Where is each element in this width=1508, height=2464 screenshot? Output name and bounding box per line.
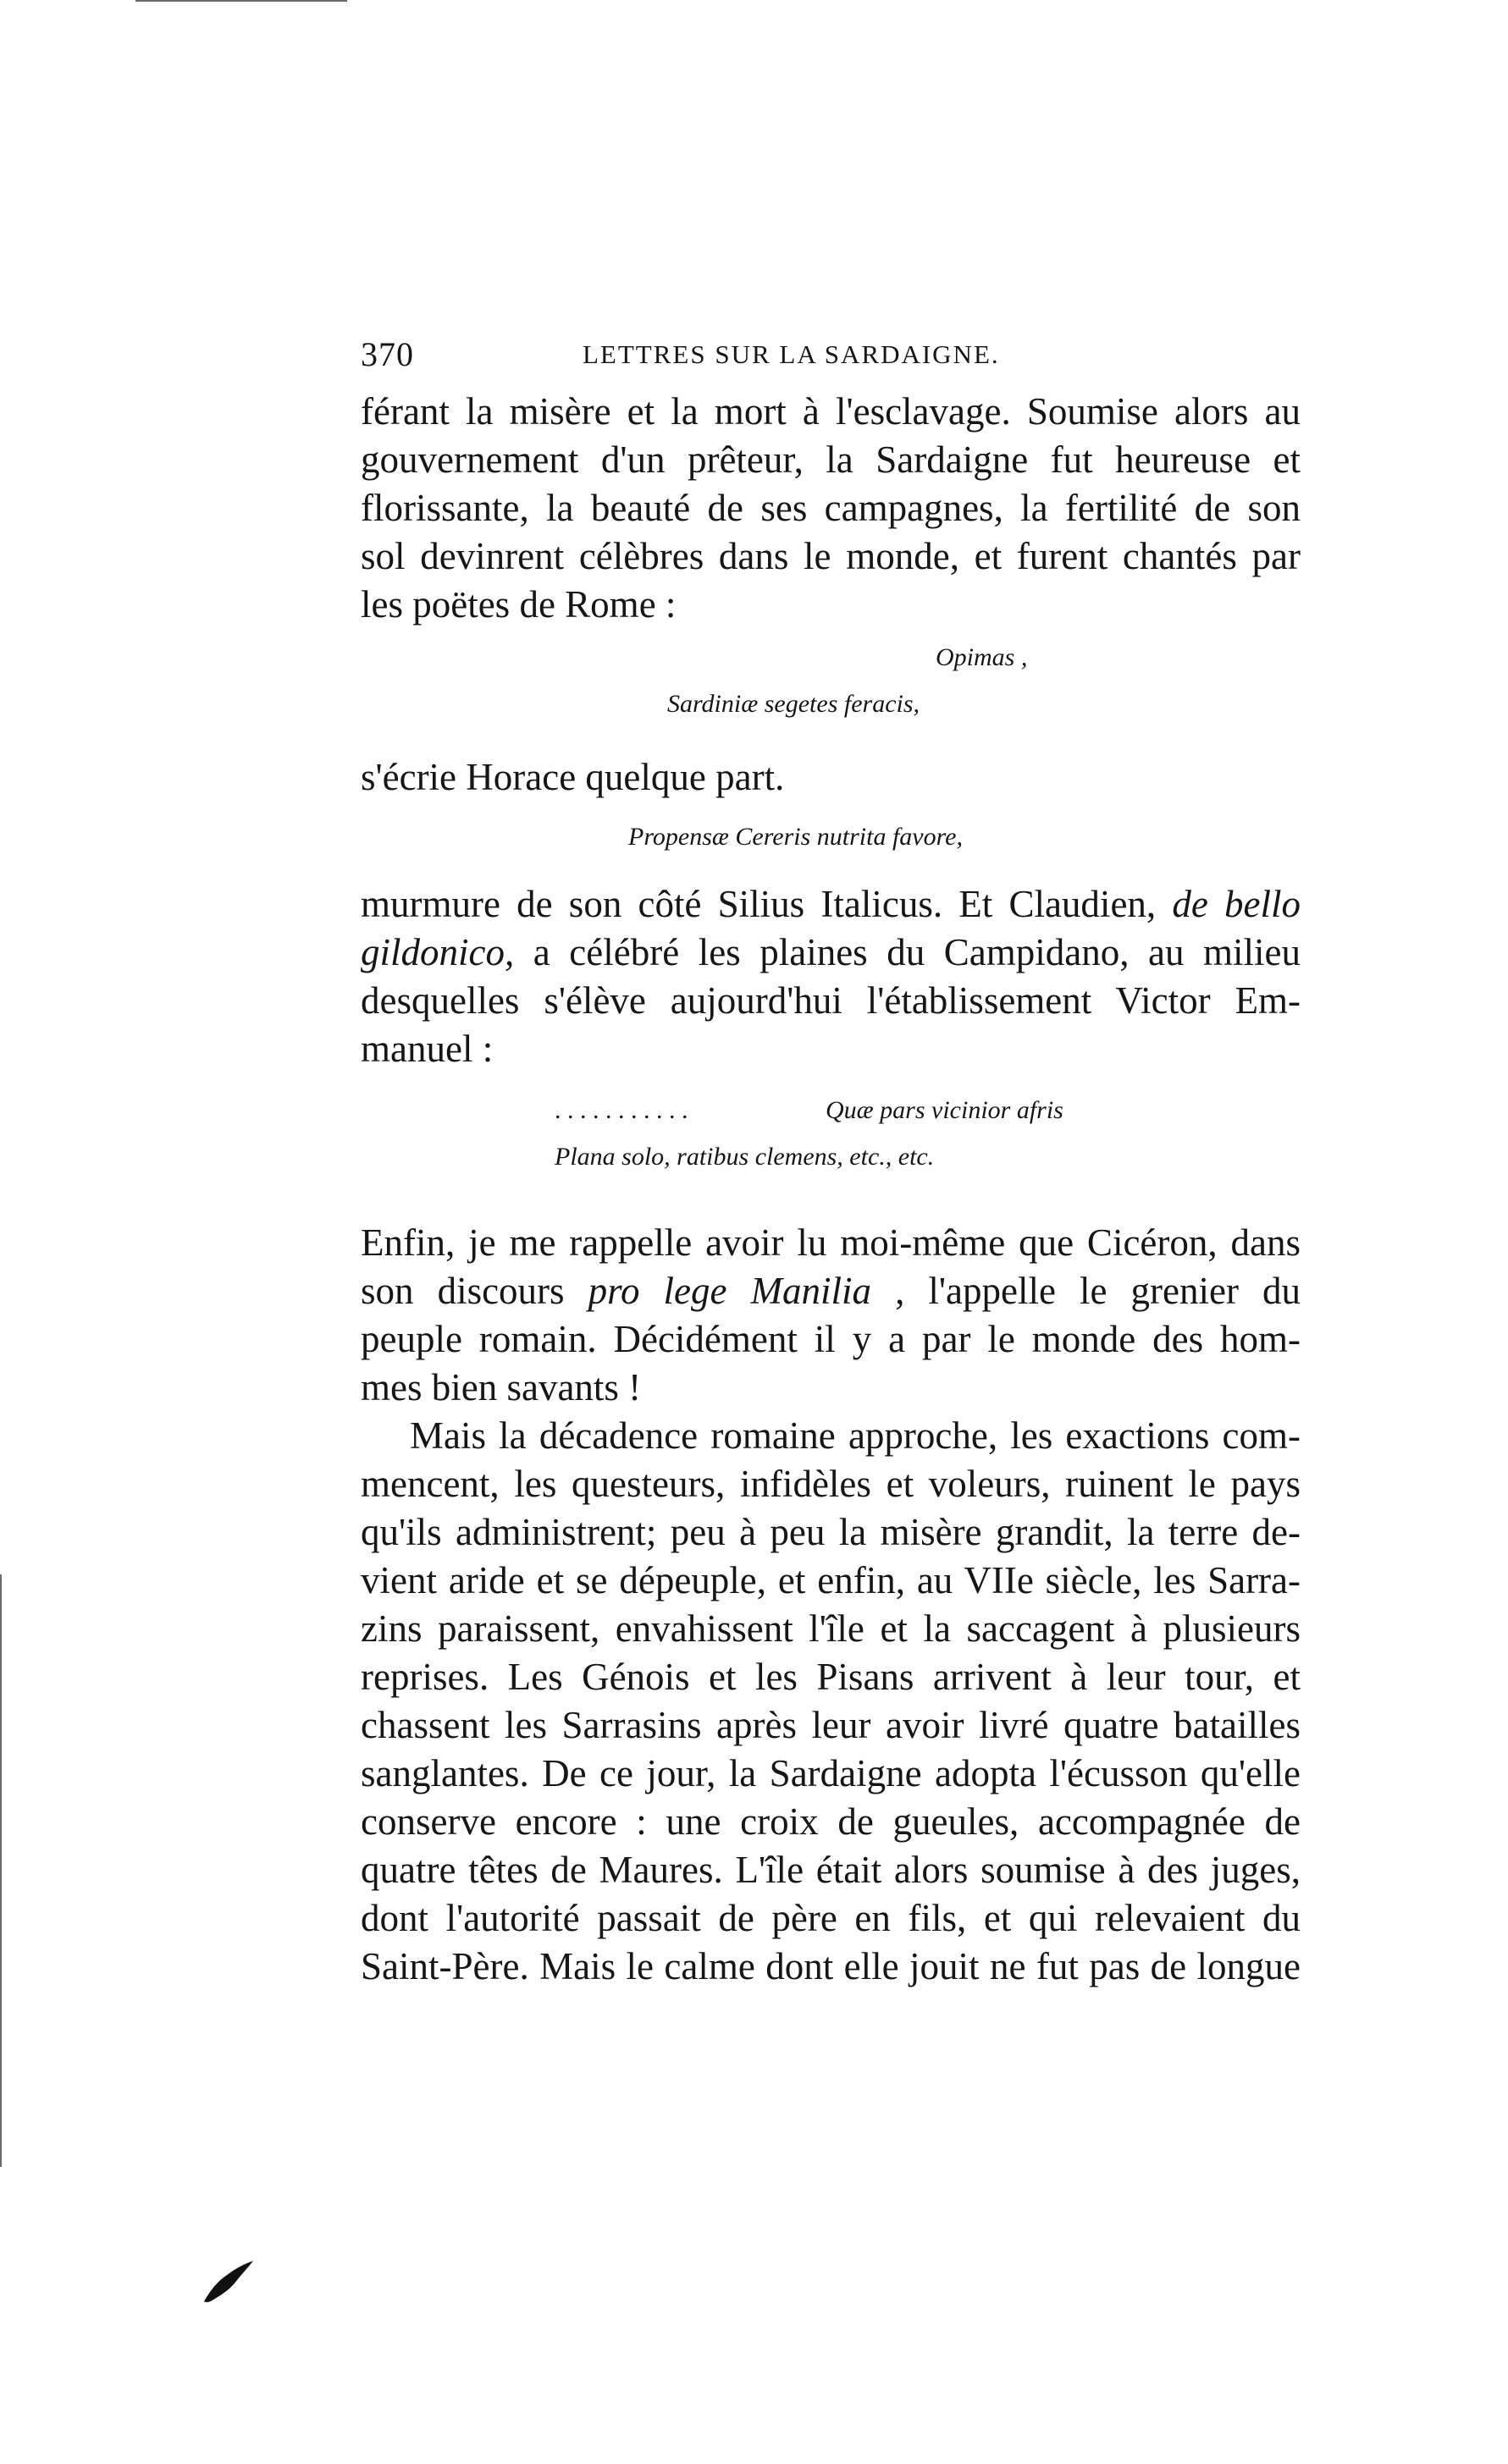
text-line: vient aride et se dépeuple, et enfin, au VIIe siècle, les Sarra- bbox=[361, 1559, 1301, 1601]
text-span: , l'appelle le grenier du bbox=[895, 1270, 1301, 1312]
text-line: sanglantes. De ce jour, la Sardaigne adopta l'écusson qu'elle bbox=[361, 1752, 1301, 1794]
text-line bbox=[361, 880, 1301, 929]
latin-quote-line: Propensæ Cereris nutrita favore, bbox=[628, 823, 963, 851]
text-line: mencent, les questeurs, infidèles et voleurs, ruinent le pays bbox=[361, 1463, 1301, 1505]
page-number: 370 bbox=[361, 335, 414, 373]
text-line: reprises. Les Génois et les Pisans arrivent à leur tour, et bbox=[361, 1656, 1301, 1698]
text-line: Enfin, je me rappelle avoir lu moi-même que Cicéron, dans bbox=[361, 1221, 1301, 1264]
text-span: murmure de son côté Silius Italicus. Et Claudien, bbox=[361, 883, 1157, 925]
text-line: quatre têtes de Maures. L'île était alors soumise à des juges, bbox=[361, 1849, 1301, 1891]
text-line bbox=[361, 1267, 1301, 1315]
text-line: desquelles s'élève aujourd'hui l'établissement Victor Em- bbox=[361, 979, 1301, 1022]
text-span: a célébré les plaines du Campidano, au milieu bbox=[533, 931, 1301, 973]
text-line: qu'ils administrent; peu à peu la misère grandit, la terre de- bbox=[361, 1511, 1301, 1553]
italic-span: pro lege Manilia bbox=[588, 1270, 872, 1312]
paragraph-3 bbox=[361, 1219, 1301, 1412]
text-span: son discours bbox=[361, 1270, 565, 1312]
text-line: mes bien savants ! bbox=[361, 1366, 642, 1408]
text-line: chassent les Sarrasins après leur avoir livré quatre batailles bbox=[361, 1704, 1301, 1746]
text-line: sol devinrent célèbres dans le monde, et furent chantés par bbox=[361, 535, 1301, 577]
text-line: gouvernement d'un prêteur, la Sardaigne fut heureuse et bbox=[361, 438, 1301, 481]
text-line: conserve encore : une croix de gueules, accompagnée de bbox=[361, 1800, 1301, 1843]
text-line: férant la misère et la mort à l'esclavage. Soumise alors au bbox=[361, 390, 1301, 433]
text-line: Mais la décadence romaine approche, les exactions com- bbox=[410, 1414, 1301, 1457]
ink-blot-mark bbox=[199, 2256, 258, 2307]
italic-span: de bello bbox=[1172, 883, 1301, 925]
text-line: peuple romain. Décidément il y a par le monde des hom- bbox=[361, 1318, 1301, 1360]
text-line bbox=[361, 929, 1301, 977]
text-line: manuel : bbox=[361, 1028, 494, 1070]
text-line: florissante, la beauté de ses campagnes, la fertilité de son bbox=[361, 487, 1301, 529]
paragraph-4 bbox=[361, 1412, 1301, 1991]
latin-quote-line: Quæ pars vicinior afris bbox=[826, 1096, 1063, 1124]
paragraph-1 bbox=[361, 388, 1301, 629]
text-line: les poëtes de Rome : bbox=[361, 583, 677, 626]
scan-edge-mark bbox=[0, 1574, 2, 2167]
text-line: Saint-Père. Mais le calme dont elle jouit ne fut pas de longue bbox=[361, 1945, 1301, 1987]
italic-span: gildonico, bbox=[361, 931, 515, 973]
text-line: zins paraissent, envahissent l'île et la saccagent à plusieurs bbox=[361, 1607, 1301, 1650]
ellipsis-dots: . . . . . . . . . . . bbox=[555, 1096, 688, 1124]
page-header bbox=[361, 334, 1292, 385]
paragraph-2 bbox=[361, 880, 1301, 1073]
text-line: s'écrie Horace quelque part. bbox=[361, 756, 785, 798]
latin-quote-line: Plana solo, ratibus clemens, etc., etc. bbox=[555, 1143, 935, 1171]
scan-edge-mark bbox=[135, 0, 347, 2]
running-title: LETTRES SUR LA SARDAIGNE. bbox=[583, 339, 1000, 369]
latin-quote-line: Opimas , bbox=[936, 643, 1028, 671]
latin-quote-line: Sardiniæ segetes feracis, bbox=[667, 690, 920, 718]
text-line: dont l'autorité passait de père en fils, et qui relevaient du bbox=[361, 1897, 1301, 1939]
